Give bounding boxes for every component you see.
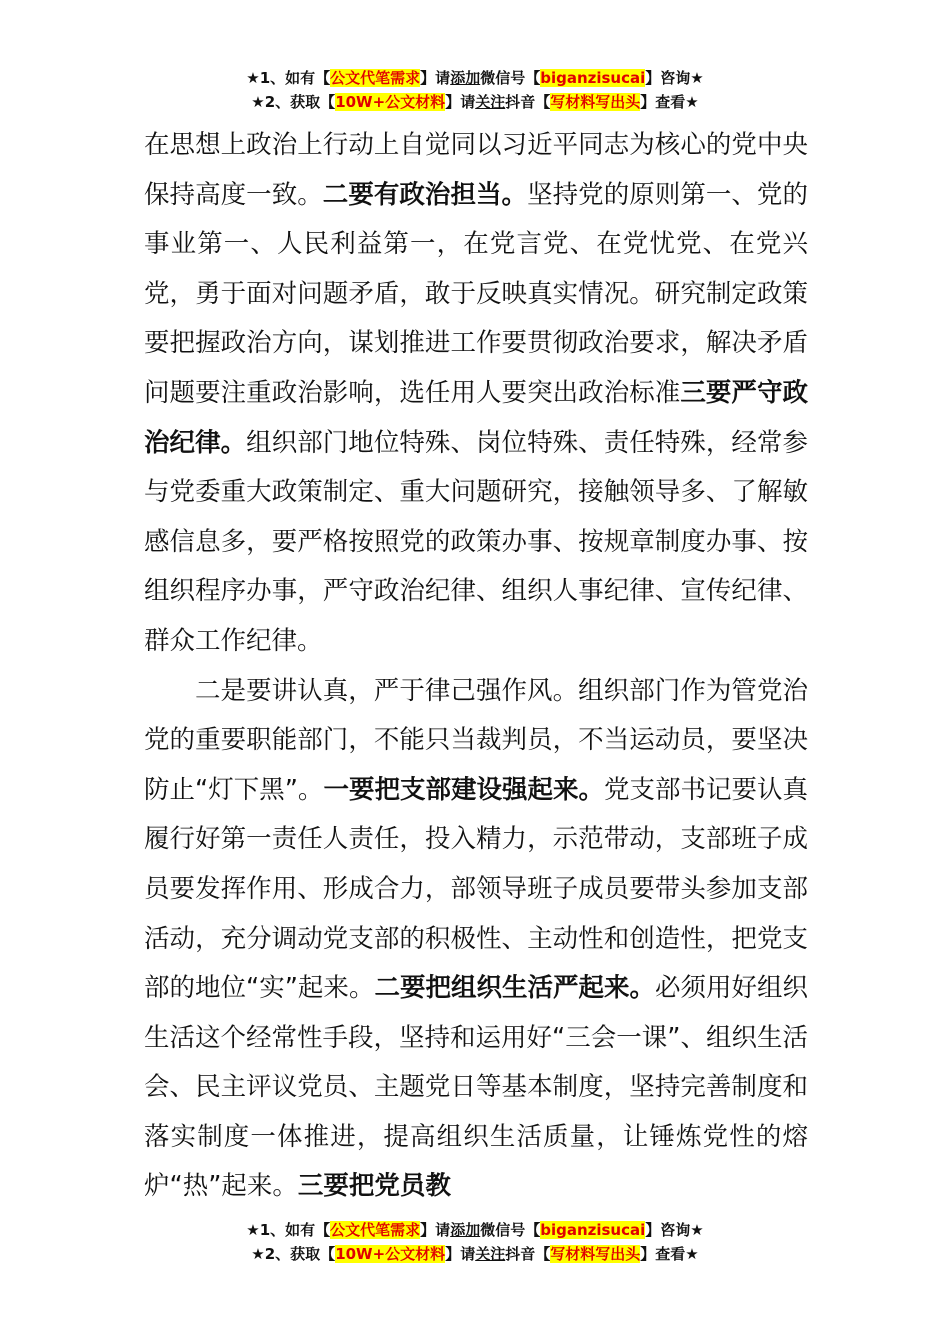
banner-underline: 关注 — [475, 1245, 506, 1263]
banner-text: 抖音【 — [505, 1245, 551, 1263]
paragraph-2 — [144, 667, 808, 1213]
banner-text: ★1、如有【 — [246, 69, 331, 87]
banner-text: ★2、获取【 — [251, 1245, 336, 1263]
banner-highlight: 写材料写出头 — [550, 93, 641, 111]
banner-highlight: 10W+公文材料 — [335, 93, 446, 111]
bold-heading: 一要把支部建设强起来。 — [323, 774, 604, 805]
banner-text: 】请 — [420, 1221, 451, 1239]
banner-text: 】咨询★ — [645, 1221, 704, 1239]
body-text: 二是要讲认真，严于律己强作风。组织部门作为管党治党的重要职能部门，不能只当裁判员，不当运动员，要坚决防止“灯下黑”。 — [144, 675, 808, 805]
banner-highlight: 写材料写出头 — [550, 1245, 641, 1263]
banner-line-2 — [0, 1242, 950, 1266]
banner-text: 】请 — [445, 93, 476, 111]
document-body — [144, 121, 808, 1212]
paragraph-1 — [144, 121, 808, 667]
body-text: 党支部书记要认真履行好第一责任人责任，投入精力，示范带动，支部班子成员要发挥作用、形成合力，部领导班子成员要带头参加支部活动，充分调动党支部的积极性、主动性和创造性，把党支部的地位“实”起来。 — [144, 774, 808, 1004]
banner-line-1 — [0, 66, 950, 90]
bold-heading: 三要严守政治纪律。 — [144, 377, 808, 458]
banner-line-1 — [0, 1218, 950, 1242]
banner-text: 】咨询★ — [645, 69, 704, 87]
banner-highlight: biganzisucai — [540, 69, 646, 87]
banner-text: 】请 — [420, 69, 451, 87]
banner-text: ★2、获取【 — [251, 93, 336, 111]
body-text: 必须用好组织生活这个经常性手段，坚持和运用好“三会一课”、组织生活会、民主评议党员、主题党日等基本制度，坚持完善制度和落实制度一体推进，提高组织生活质量，让锤炼党性的熔炉“热”起来。 — [144, 973, 808, 1202]
body-text: 组织部门地位特殊、岗位特殊、责任特殊，经常参与党委重大政策制定、重大问题研究，接触领导多、了解敏感信息多，要严格按照党的政策办事、按规章制度办事、按组织程序办事，严守政治纪律、组织人事纪律、宣传纪律、群众工作纪律。 — [144, 427, 808, 656]
banner-highlight: 公文代笔需求 — [330, 1221, 421, 1239]
bold-heading: 三要把党员教 — [297, 1171, 451, 1202]
banner-highlight: 公文代笔需求 — [330, 69, 421, 87]
banner-text: ★1、如有【 — [246, 1221, 331, 1239]
banner-text: 抖音【 — [505, 93, 551, 111]
body-text: 在思想上政治上行动上自觉同以习近平同志为核心的党中央保持高度一致。 — [144, 130, 808, 210]
banner-underline: 关注 — [475, 93, 506, 111]
banner-underline: 添加 — [450, 69, 481, 87]
bottom-banner — [0, 1218, 950, 1266]
banner-highlight: biganzisucai — [540, 1221, 646, 1239]
banner-highlight: 10W+公文材料 — [335, 1245, 446, 1263]
banner-text: 微信号【 — [480, 1221, 541, 1239]
banner-underline: 添加 — [450, 1221, 481, 1239]
bold-heading: 二要把组织生活严起来。 — [374, 973, 655, 1004]
bold-heading: 二要有政治担当。 — [322, 179, 528, 210]
body-text: 坚持党的原则第一、党的事业第一、人民利益第一，在党言党、在党忧党、在党兴党，勇于面对问题矛盾，敢于反映真实情况。研究制定政策要把握政治方向，谋划推进工作要贯彻政治要求，解决矛盾问题要注重政治影响，选任用人要突出政治标准 — [144, 179, 808, 408]
banner-text: 】请 — [445, 1245, 476, 1263]
banner-line-2 — [0, 90, 950, 114]
banner-text: 】查看★ — [640, 93, 699, 111]
top-banner — [0, 66, 950, 114]
banner-text: 】查看★ — [640, 1245, 699, 1263]
banner-text: 微信号【 — [480, 69, 541, 87]
